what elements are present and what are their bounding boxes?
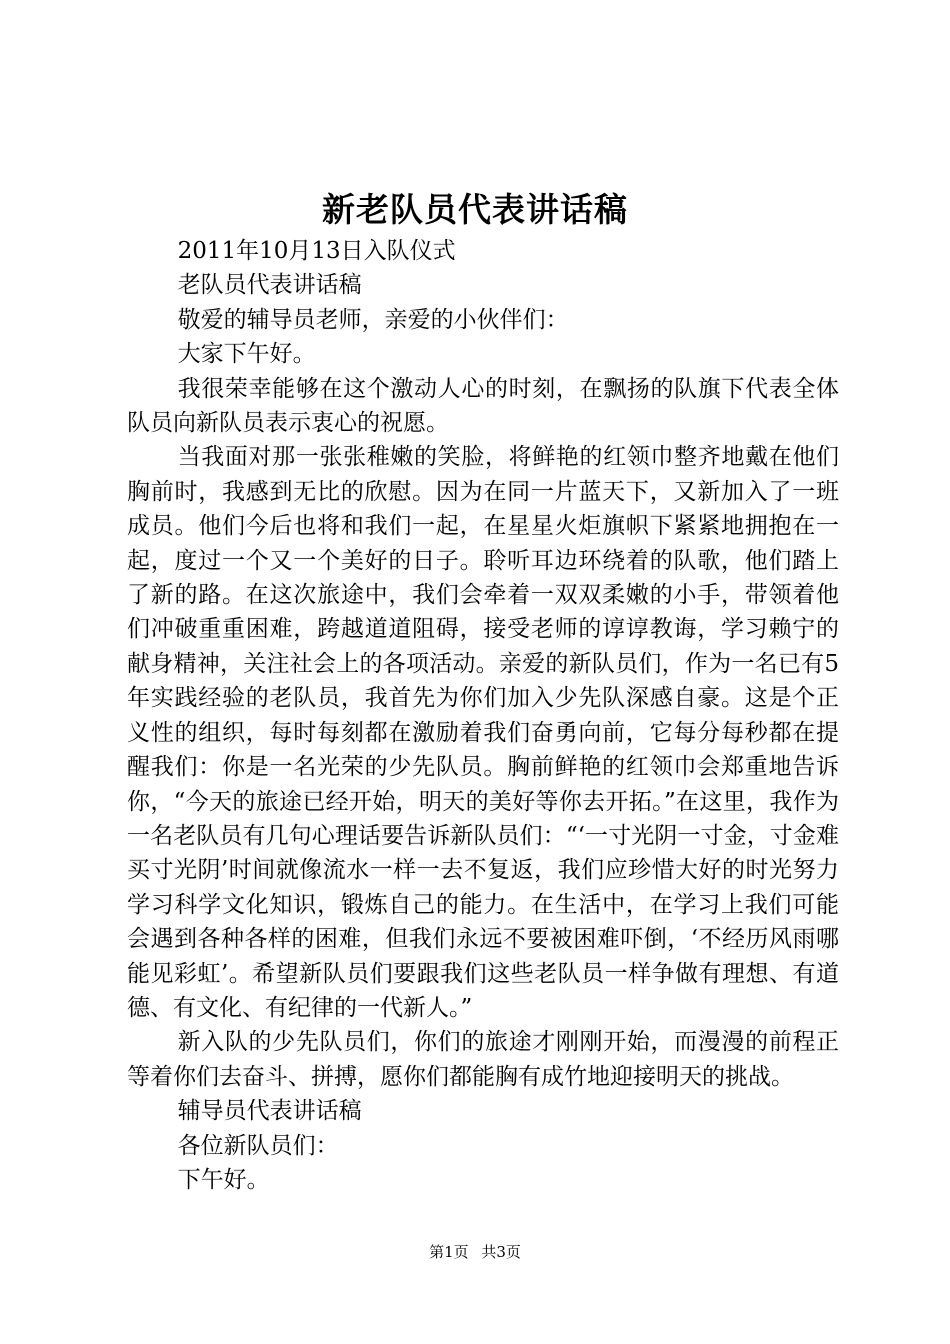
paragraph-greeting: 大家下午好。 [177, 341, 316, 368]
paragraph-salutation: 敬爱的辅导员老师，亲爱的小伙伴们： [177, 306, 569, 333]
paragraph-body: 新入队的少先队员们，你们的旅途才刚刚开始，而漫漫的前程正等着你们去奋斗、拼搏，愿你们都能胸有成竹地迎接明天的挑战。 [127, 1029, 839, 1090]
document-title: 新老队员代表讲话稿 [322, 190, 628, 229]
paragraph-section-heading: 辅导员代表讲话稿 [177, 1098, 362, 1125]
paragraph-body: 当我面对那一张张稚嫩的笑脸，将鲜艳的红领巾整齐地戴在他们胸前时，我感到无比的欣慰。因为在同一片蓝天下，又新加入了一班成员。他们今后也将和我们一起，在星星火炬旗帜下紧紧地拥抱在一起，度过一个又一个美好的日子。聆听耳边环绕着的队歌，他们踏上了新的路。在这次旅途中，我们会牵着一双双柔嫩的小手，带领着他们冲破重重困难，跨越道道阻碍，接受老师的谆谆教诲，学习赖宁的献身精神，关注社会上的各项活动。亲爱的新队员们，作为一名已有5年实践经验的老队员，我首先为你们加入少先队深感自豪。这是个正义性的组织，每时每刻都在激励着我们奋勇向前，它每分每秒都在提醒我们：你是一名光荣的少先队员。胸前鲜艳的红领巾会郑重地告诉你，“今天的旅途已经开始，明天的美好等你去开拓。”在这里，我作为一名老队员有几句心理话要告诉新队员们：“‘一寸光阴一寸金，寸金难买寸光阴’时间就像流水一样一去不复返，我们应珍惜大好的时光努力学习科学文化知识，锻炼自己的能力。在生活中，在学习上我们可能会遇到各种各样的困难，但我们永远不要被困难吓倒，‘不经历风雨哪能见彩虹’。希望新队员们要跟我们这些老队员一样争做有理想、有道德、有文化、有纪律的一代新人。” [127, 444, 839, 1021]
paragraph-greeting: 下午好。 [177, 1166, 270, 1193]
document-body [127, 234, 839, 1197]
page-total: 共3页 [481, 1243, 521, 1261]
paragraph-salutation: 各位新队员们： [177, 1132, 339, 1159]
page-number: 第1页 [429, 1243, 469, 1261]
paragraph-section-heading: 老队员代表讲话稿 [177, 272, 362, 299]
paragraph-body: 我很荣幸能够在这个激动人心的时刻，在飘扬的队旗下代表全体队员向新队员表示衷心的祝愿。 [127, 375, 839, 437]
paragraph-date: 2011年10月13日入队仪式 [177, 238, 456, 264]
page-footer [0, 1240, 950, 1264]
